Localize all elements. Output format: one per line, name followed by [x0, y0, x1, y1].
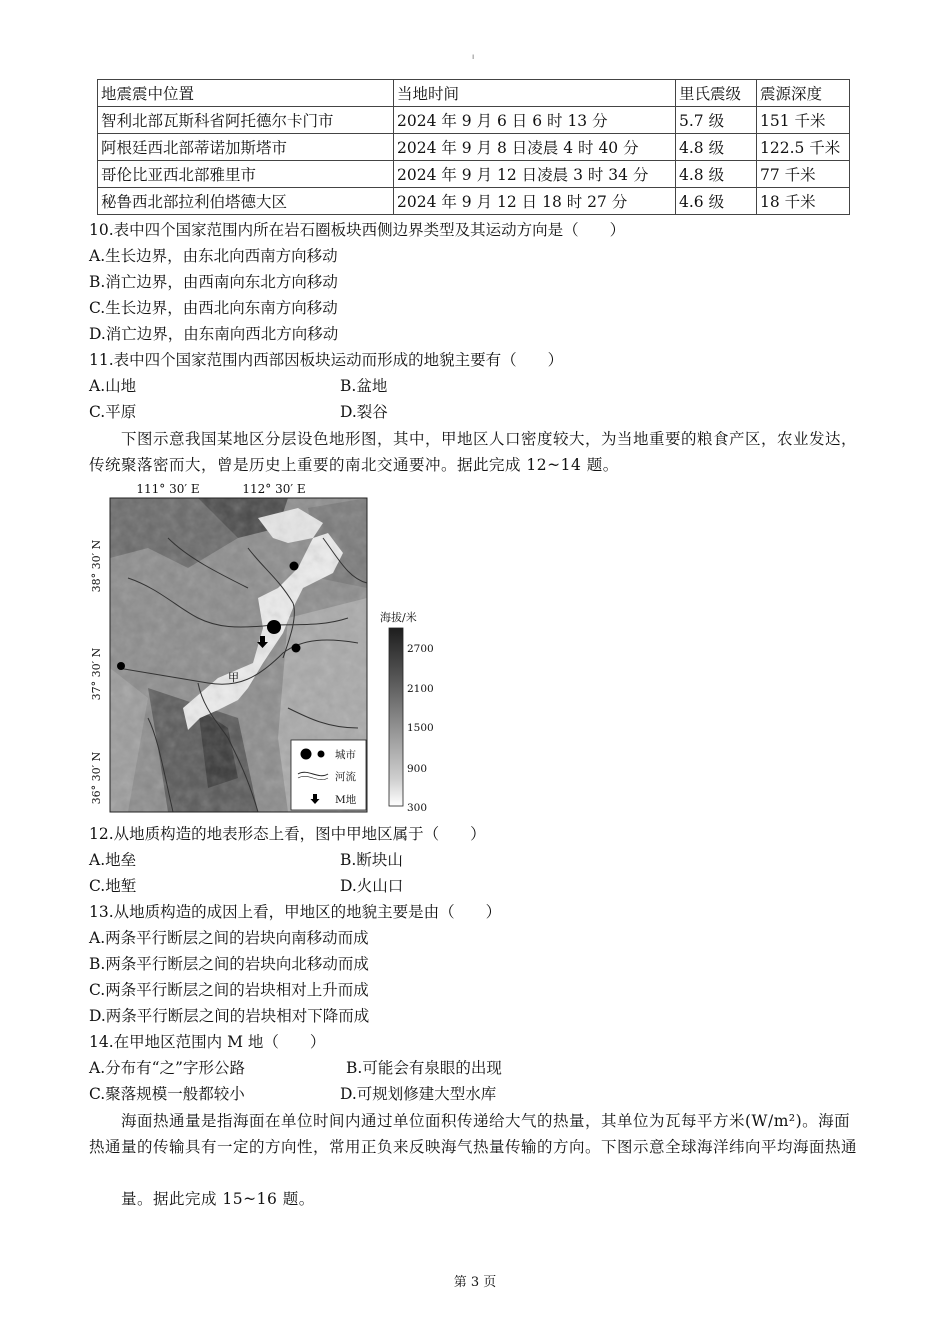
question-14-option-a: A.分布有“之”字形公路	[89, 1059, 245, 1077]
intro-paragraph-12-14: 下图示意我国某地区分层设色地形图，其中，甲地区人口密度较大，为当地重要的粮食产区，农业发达，传统聚落密而大，曾是历史上重要的南北交通要冲。据此完成 12~14 题。	[89, 430, 858, 474]
table-cell: 2024 年 9 月 12 日 18 时 27 分	[394, 188, 676, 215]
table-row	[98, 161, 850, 188]
elevation-title: 海拔/米	[380, 611, 417, 624]
page-number: 第 3 页	[453, 1275, 497, 1290]
city-legend-icon	[301, 749, 312, 760]
question-14-option-c: C.聚落规模一般都较小	[89, 1085, 245, 1103]
question-14-stem: 14.在甲地区范围内 M 地（ ）	[89, 1033, 326, 1051]
latitude-label: 37° 30′ N	[90, 647, 103, 701]
question-10-stem: 10.表中四个国家范围内所在岩石圈板块西侧边界类型及其运动方向是（ ）	[89, 221, 626, 239]
table-cell: 151 千米	[757, 107, 850, 134]
table-cell: 18 千米	[757, 188, 850, 215]
table-cell: 122.5 千米	[757, 134, 850, 161]
terrain-map-figure	[88, 478, 448, 818]
legend-city-label: 城市	[335, 749, 356, 761]
table-header-row	[98, 80, 850, 107]
map-legend	[291, 740, 366, 810]
question-12-option-c: C.地堑	[89, 877, 137, 895]
table-cell: 4.8 级	[676, 134, 757, 161]
question-11-option-b: B.盆地	[340, 377, 388, 395]
table-cell: 哥伦比亚西北部雅里市	[98, 161, 394, 188]
latitude-label: 36° 30′ N	[90, 751, 103, 805]
city-marker-large	[267, 620, 281, 634]
table-header-cell: 当地时间	[394, 80, 676, 107]
city-marker	[290, 562, 299, 571]
elevation-scale	[380, 610, 434, 814]
question-14-option-d: D.可规划修建大型水库	[340, 1085, 497, 1103]
question-11-option-a: A.山地	[89, 377, 137, 395]
question-11-stem: 11.表中四个国家范围内西部因板块运动而形成的地貌主要有（ ）	[89, 351, 564, 369]
question-10-option-b: B.消亡边界，由西南向东北方向移动	[89, 273, 338, 291]
table-cell: 智利北部瓦斯科省阿托德尔卡门市	[98, 107, 394, 134]
table-cell: 2024 年 9 月 8 日凌晨 4 时 40 分	[394, 134, 676, 161]
elevation-tick-label: 900	[407, 763, 428, 775]
question-13-stem: 13.从地质构造的成因上看，甲地区的地貌主要是由（ ）	[89, 903, 502, 921]
intro-paragraph-15-16: 海面热通量是指海面在单位时间内通过单位面积传递给大气的热量，其单位为瓦每平方米(W/m²)。海面热通量的传输具有一定的方向性，常用正负来反映海气热量传输的方向。下图示意全球海洋纬向平均海面热通	[89, 1112, 858, 1156]
legend-m-site-label: M地	[335, 794, 357, 806]
city-legend-icon	[318, 751, 325, 758]
question-13-option-c: C.两条平行断层之间的岩块相对上升而成	[89, 981, 369, 999]
elevation-tick-label: 2700	[407, 643, 434, 655]
table-cell: 秘鲁西北部拉利伯塔德大区	[98, 188, 394, 215]
question-13-option-d: D.两条平行断层之间的岩块相对下降而成	[89, 1007, 370, 1025]
intro-paragraph-15-16-end: 量。据此完成 15~16 题。	[121, 1190, 315, 1208]
question-10-option-c: C.生长边界，由西北向东南方向移动	[89, 299, 338, 317]
longitude-label: 112° 30′ E	[242, 482, 306, 496]
legend-river-label: 河流	[335, 771, 356, 783]
question-13-option-a: A.两条平行断层之间的岩块向南移动而成	[89, 929, 369, 947]
table-cell: 阿根廷西北部蒂诺加斯塔市	[98, 134, 394, 161]
table-cell: 2024 年 9 月 12 日凌晨 3 时 34 分	[394, 161, 676, 188]
question-10-option-a: A.生长边界，由东北向西南方向移动	[89, 247, 338, 265]
table-row	[98, 188, 850, 215]
earthquake-table	[97, 79, 850, 215]
table-cell: 4.8 级	[676, 161, 757, 188]
table-header-cell: 地震震中位置	[98, 80, 394, 107]
elevation-tick-label: 1500	[407, 722, 434, 734]
question-13-option-b: B.两条平行断层之间的岩块向北移动而成	[89, 955, 369, 973]
elevation-tick-label: 300	[407, 802, 428, 814]
city-marker	[117, 662, 125, 670]
page-top-mark: ı	[472, 52, 475, 61]
question-12-option-b: B.断块山	[340, 851, 403, 869]
table-header-cell: 震源深度	[757, 80, 850, 107]
table-row	[98, 107, 850, 134]
question-11-option-c: C.平原	[89, 403, 137, 421]
table-header-cell: 里氏震级	[676, 80, 757, 107]
question-14-option-b: B.可能会有泉眼的出现	[346, 1059, 502, 1077]
question-11-option-d: D.裂谷	[340, 403, 388, 421]
latitude-label: 38° 30′ N	[90, 539, 103, 593]
elevation-tick-label: 2100	[407, 683, 434, 695]
question-12-stem: 12.从地质构造的地表形态上看，图中甲地区属于（ ）	[89, 825, 486, 843]
table-cell: 5.7 级	[676, 107, 757, 134]
longitude-label: 111° 30′ E	[136, 482, 200, 496]
question-10-option-d: D.消亡边界，由东南向西北方向移动	[89, 325, 339, 343]
table-row	[98, 134, 850, 161]
table-cell: 4.6 级	[676, 188, 757, 215]
table-cell: 2024 年 9 月 6 日 6 时 13 分	[394, 107, 676, 134]
place-label-jia: 甲	[228, 671, 239, 684]
table-cell: 77 千米	[757, 161, 850, 188]
question-12-option-a: A.地垒	[89, 851, 137, 869]
city-marker	[292, 644, 301, 653]
question-12-option-d: D.火山口	[340, 877, 404, 895]
